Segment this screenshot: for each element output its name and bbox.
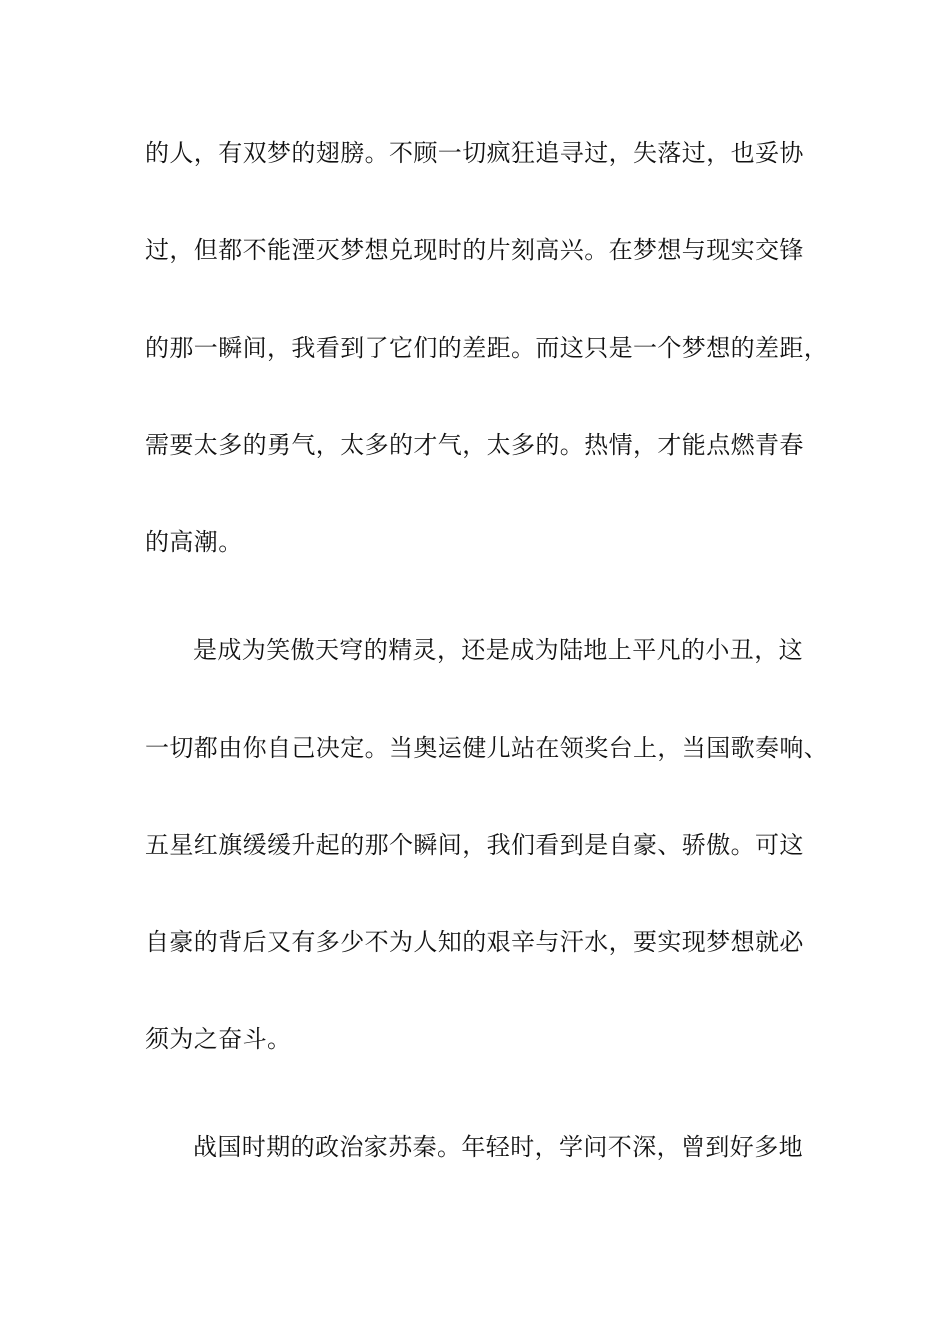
paragraph-start-line-6: 是成为笑傲天穹的精灵，还是成为陆地上平凡的小丑，这 xyxy=(193,636,803,664)
text-line-8: 五星红旗缓缓升起的那个瞬间，我们看到是自豪、骄傲。可这 xyxy=(145,831,804,859)
paragraph-start-line-11: 战国时期的政治家苏秦。年轻时，学问不深，曾到好多地 xyxy=(193,1133,803,1161)
text-line-4: 需要太多的勇气，太多的才气，太多的。热情，才能点燃青春 xyxy=(145,431,804,459)
text-line-9: 自豪的背后又有多少不为人知的艰辛与汗水，要实现梦想就必 xyxy=(145,928,804,956)
text-line-10: 须为之奋斗。 xyxy=(145,1025,292,1053)
text-line-5: 的高潮。 xyxy=(145,528,243,556)
text-line-2: 过，但都不能湮灭梦想兑现时的片刻高兴。在梦想与现实交锋 xyxy=(145,236,804,264)
text-line-7: 一切都由你自己决定。当奥运健儿站在领奖台上，当国歌奏响、 xyxy=(145,734,829,762)
text-line-1: 的人，有双梦的翅膀。不顾一切疯狂追寻过，失落过，也妥协 xyxy=(145,139,804,167)
text-line-3: 的那一瞬间，我看到了它们的差距。而这只是一个梦想的差距， xyxy=(145,334,829,362)
